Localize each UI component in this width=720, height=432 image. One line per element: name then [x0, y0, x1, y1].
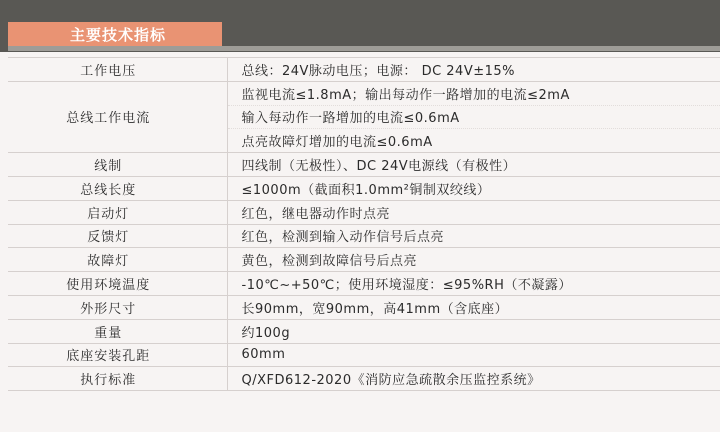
- spec-value: -10℃~+50℃；使用环境湿度：≤95%RH（不凝露）: [227, 272, 720, 296]
- table-row: [8, 248, 720, 272]
- spec-label: 外形尺寸: [80, 301, 137, 317]
- spec-value: 黄色，检测到故障信号后点亮: [227, 248, 720, 272]
- spec-value: Q/XFD612-2020《消防应急疏散余压监控系统》: [227, 367, 720, 391]
- table-row: [8, 272, 720, 296]
- spec-label: 总线工作电流: [66, 111, 151, 127]
- spec-value: 红色，检测到输入动作信号后点亮: [227, 224, 720, 248]
- spec-value: 60mm: [227, 343, 720, 367]
- spec-value: 长90mm，宽90mm，高41mm（含底座）: [227, 295, 720, 319]
- spec-value: ≤1000m（截面积1.0mm²铜制双绞线）: [227, 176, 720, 200]
- section-title-tab: [8, 22, 222, 46]
- table-row: [8, 367, 720, 391]
- table-row: [8, 176, 720, 200]
- table-row: [8, 224, 720, 248]
- spec-label: 底座安装孔距: [66, 349, 151, 365]
- spec-value: 红色，继电器动作时点亮: [227, 200, 720, 224]
- spec-label: 使用环境温度: [66, 278, 151, 294]
- spec-label: 故障灯: [87, 254, 130, 270]
- table-row: [8, 153, 720, 177]
- spec-label: 反馈灯: [87, 230, 130, 246]
- spec-label: 总线长度: [80, 182, 137, 198]
- section-title: 主要技术指标: [70, 25, 167, 44]
- spec-value: 点亮故障灯增加的电流≤0.6mA: [227, 129, 720, 153]
- spec-label: 线制: [94, 159, 123, 175]
- spec-value: 监视电流≤1.8mA；输出每动作一路增加的电流≤2mA: [227, 81, 720, 105]
- table-row: [8, 295, 720, 319]
- table-row: [8, 343, 720, 367]
- spec-label: 重量: [94, 325, 123, 341]
- table-row: [8, 81, 720, 105]
- spec-label: 启动灯: [87, 206, 130, 222]
- spec-value: 四线制（无极性）、DC 24V电源线（有极性）: [227, 153, 720, 177]
- spec-label: 工作电压: [80, 63, 137, 79]
- title-underline: [8, 46, 720, 51]
- spec-value: 约100g: [227, 319, 720, 343]
- table-row: [8, 319, 720, 343]
- spec-table: [8, 57, 720, 391]
- spec-label: 执行标准: [80, 373, 137, 389]
- table-row: [8, 200, 720, 224]
- spec-value: 总线：24V脉动电压；电源： DC 24V±15%: [227, 58, 720, 82]
- spec-value: 输入每动作一路增加的电流≤0.6mA: [227, 105, 720, 129]
- table-row: [8, 58, 720, 82]
